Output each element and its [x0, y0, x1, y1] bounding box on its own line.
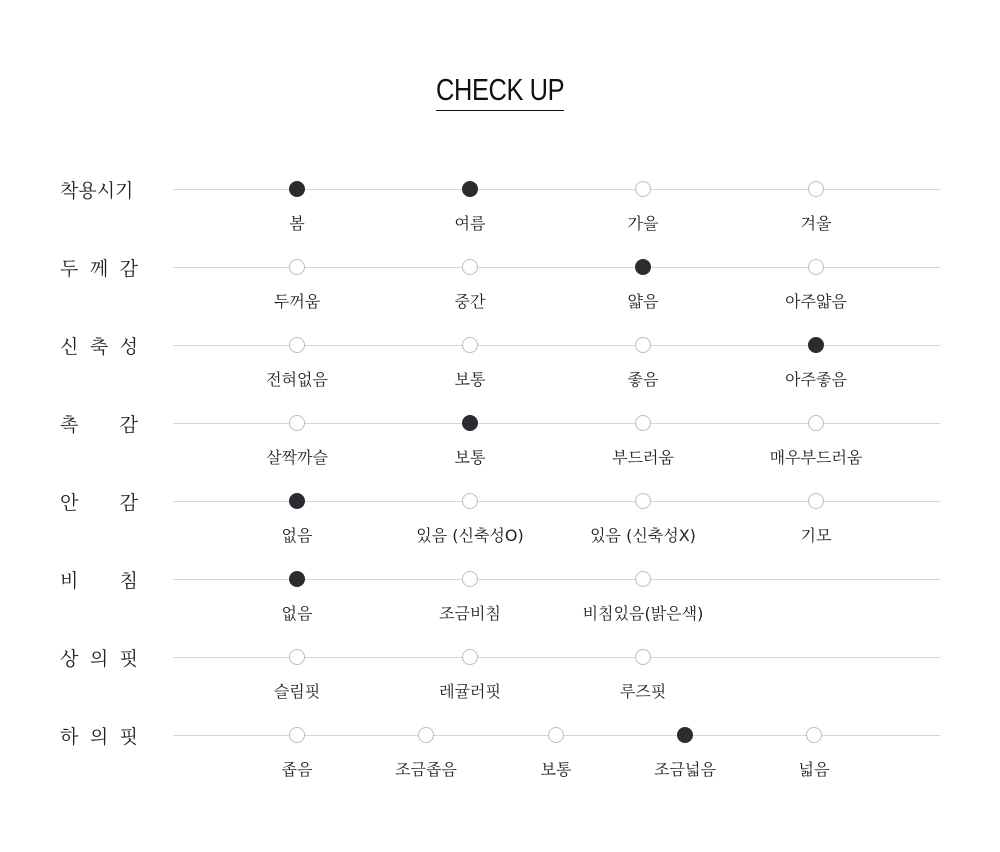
option-label: 슬림핏 — [273, 682, 321, 701]
option-dot-filled — [289, 571, 305, 587]
row-label-text: 감 — [119, 491, 138, 514]
row-label-text: 하 — [60, 725, 79, 748]
option-label: 가을 — [627, 214, 659, 233]
option-label: 얇음 — [627, 292, 659, 311]
option-label: 아주좋음 — [785, 370, 847, 389]
option-label: 있음 (신축성O) — [416, 526, 524, 545]
checkup-title: CHECK UP — [436, 72, 564, 111]
option-label: 부드러움 — [612, 448, 674, 467]
option-dot-empty — [635, 415, 651, 431]
row-label — [60, 567, 138, 591]
option-dot-empty — [808, 259, 824, 275]
option-dot-empty — [289, 727, 305, 743]
row-label — [60, 255, 138, 279]
checkup-row — [0, 257, 1000, 327]
option-dot-empty — [635, 649, 651, 665]
row-label-text: 촉 — [60, 413, 79, 436]
option-label: 중간 — [454, 292, 486, 311]
row-label-text: 의 — [89, 647, 109, 670]
option-dot-empty — [808, 493, 824, 509]
option-label: 레귤러핏 — [439, 682, 501, 701]
checkup-row — [0, 179, 1000, 249]
option-dot-empty — [462, 259, 478, 275]
option-dot-empty — [462, 649, 478, 665]
option-dot-filled — [289, 493, 305, 509]
option-label: 조금좁음 — [395, 760, 457, 779]
checkup-row — [0, 569, 1000, 639]
option-dot-empty — [808, 415, 824, 431]
checkup-title-wrap — [0, 72, 1000, 111]
option-dot-empty — [635, 181, 651, 197]
row-label — [60, 489, 138, 513]
row-label-text: 성 — [119, 335, 138, 358]
option-dot-filled — [462, 181, 478, 197]
option-label: 보통 — [540, 760, 572, 779]
option-dot-empty — [635, 571, 651, 587]
row-label-text: 안 — [60, 491, 79, 514]
row-label — [60, 645, 138, 669]
option-dot-empty — [462, 493, 478, 509]
option-dot-empty — [806, 727, 822, 743]
option-label: 겨울 — [800, 214, 832, 233]
row-label — [60, 723, 138, 747]
checkup-row — [0, 647, 1000, 717]
row-label-text: 감 — [119, 413, 138, 436]
row-label — [60, 411, 138, 435]
option-label: 매우부드러움 — [769, 448, 863, 467]
option-label: 전혀없음 — [266, 370, 328, 389]
row-label-text: 핏 — [119, 725, 138, 748]
row-label — [60, 177, 138, 201]
option-dot-filled — [677, 727, 693, 743]
option-dot-filled — [808, 337, 824, 353]
row-label-text: 두 — [60, 257, 79, 280]
checkup-row — [0, 413, 1000, 483]
row-label-text: 핏 — [119, 647, 138, 670]
option-label: 없음 — [281, 526, 313, 545]
option-label: 좋음 — [627, 370, 659, 389]
row-label-text: 착용시기 — [60, 179, 134, 202]
row-label-text: 감 — [119, 257, 138, 280]
option-label: 있음 (신축성X) — [590, 526, 696, 545]
row-label-text: 의 — [89, 725, 109, 748]
option-label: 봄 — [289, 214, 305, 233]
row-label-text: 침 — [119, 569, 138, 592]
option-label: 조금비침 — [439, 604, 501, 623]
option-label: 넓음 — [798, 760, 830, 779]
option-label: 보통 — [454, 370, 486, 389]
option-dot-empty — [635, 337, 651, 353]
option-label: 루즈핏 — [619, 682, 667, 701]
option-label: 비침있음(밝은색) — [582, 604, 704, 623]
option-dot-empty — [289, 649, 305, 665]
option-dot-empty — [462, 571, 478, 587]
option-label: 보통 — [454, 448, 486, 467]
checkup-row — [0, 725, 1000, 795]
row-label — [60, 333, 138, 357]
option-label: 두꺼움 — [273, 292, 321, 311]
option-dot-empty — [289, 415, 305, 431]
option-label: 없음 — [281, 604, 313, 623]
checkup-row — [0, 491, 1000, 561]
option-label: 좁음 — [281, 760, 313, 779]
option-dot-empty — [635, 493, 651, 509]
option-dot-filled — [289, 181, 305, 197]
option-label: 조금넓음 — [654, 760, 716, 779]
option-label: 기모 — [800, 526, 832, 545]
row-label-text: 신 — [60, 335, 79, 358]
checkup-row — [0, 335, 1000, 405]
option-label: 여름 — [454, 214, 486, 233]
option-dot-empty — [418, 727, 434, 743]
option-dot-filled — [462, 415, 478, 431]
row-label-text: 비 — [60, 569, 79, 592]
option-dot-empty — [289, 337, 305, 353]
option-label: 아주얇음 — [785, 292, 847, 311]
option-dot-filled — [635, 259, 651, 275]
row-label-text: 상 — [60, 647, 79, 670]
option-dot-empty — [289, 259, 305, 275]
option-label: 살짝까슬 — [266, 448, 328, 467]
row-label-text: 축 — [89, 335, 109, 358]
option-dot-empty — [548, 727, 564, 743]
row-label-text: 께 — [89, 257, 109, 280]
option-dot-empty — [808, 181, 824, 197]
option-dot-empty — [462, 337, 478, 353]
